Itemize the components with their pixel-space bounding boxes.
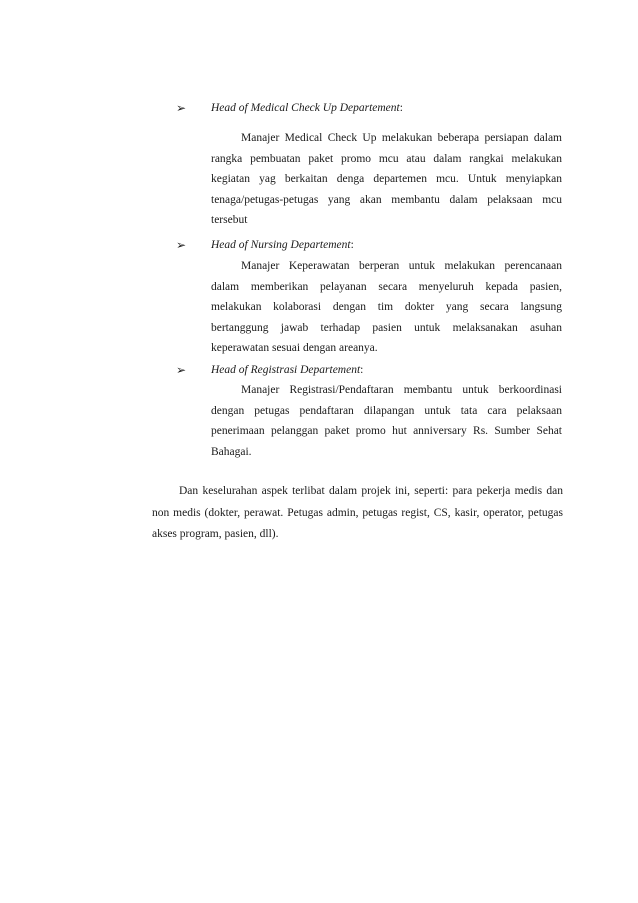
paragraph-line: non medis (dokter, perawat. Petugas admin, petugas regist, CS, kasir, operator, petugas	[152, 506, 563, 519]
arrow-bullet-icon: ➢	[176, 101, 187, 115]
arrow-bullet-icon: ➢	[176, 238, 187, 252]
body-line: rangka pembuatan paket promo mcu atau dalam rangkai melakukan	[211, 152, 562, 165]
body-line: Manajer Registrasi/Pendaftaran membantu untuk berkoordinasi	[241, 384, 562, 396]
section-heading: Head of Nursing Departement:	[211, 239, 354, 251]
paragraph-line: Dan keselurahan aspek terlibat dalam projek ini, seperti: para pekerja medis dan	[179, 485, 563, 497]
body-line: keperawatan sesuai dengan areanya.	[211, 342, 378, 355]
body-line: tersebut	[211, 214, 248, 227]
body-line: dalam memberikan pelayanan secara menyeluruh kepada pasien,	[211, 280, 562, 293]
section-body	[211, 380, 562, 462]
section-heading: Head of Medical Check Up Departement:	[211, 102, 403, 114]
body-line: Manajer Medical Check Up melakukan beberapa persiapan dalam	[241, 132, 562, 144]
body-line: tenaga/petugas-petugas yang akan membantu dalam pelaksaan mcu	[211, 193, 562, 206]
body-line: bertanggung jawab terhadap pasien untuk melaksanakan asuhan	[211, 321, 562, 334]
closing-paragraph	[152, 481, 563, 546]
body-line: melakukan kolaborasi dengan tim dokter yang secara langsung	[211, 301, 562, 314]
arrow-bullet-icon: ➢	[176, 363, 187, 377]
section-heading: Head of Registrasi Departement:	[211, 364, 364, 376]
body-line: Manajer Keperawatan berperan untuk melakukan perencanaan	[241, 260, 562, 272]
body-line: Bahagai.	[211, 445, 252, 458]
body-line: dengan petugas pendaftaran dilapangan untuk tata cara pelaksaan	[211, 404, 562, 417]
section-body	[211, 256, 562, 359]
body-line: kegiatan yag berkaitan denga departemen mcu. Untuk menyiapkan	[211, 173, 562, 186]
paragraph-line: akses program, pasien, dll).	[152, 528, 279, 540]
body-line: penerimaan pelanggan paket promo hut anniversary Rs. Sumber Sehat	[211, 425, 562, 438]
section-body	[211, 128, 562, 231]
